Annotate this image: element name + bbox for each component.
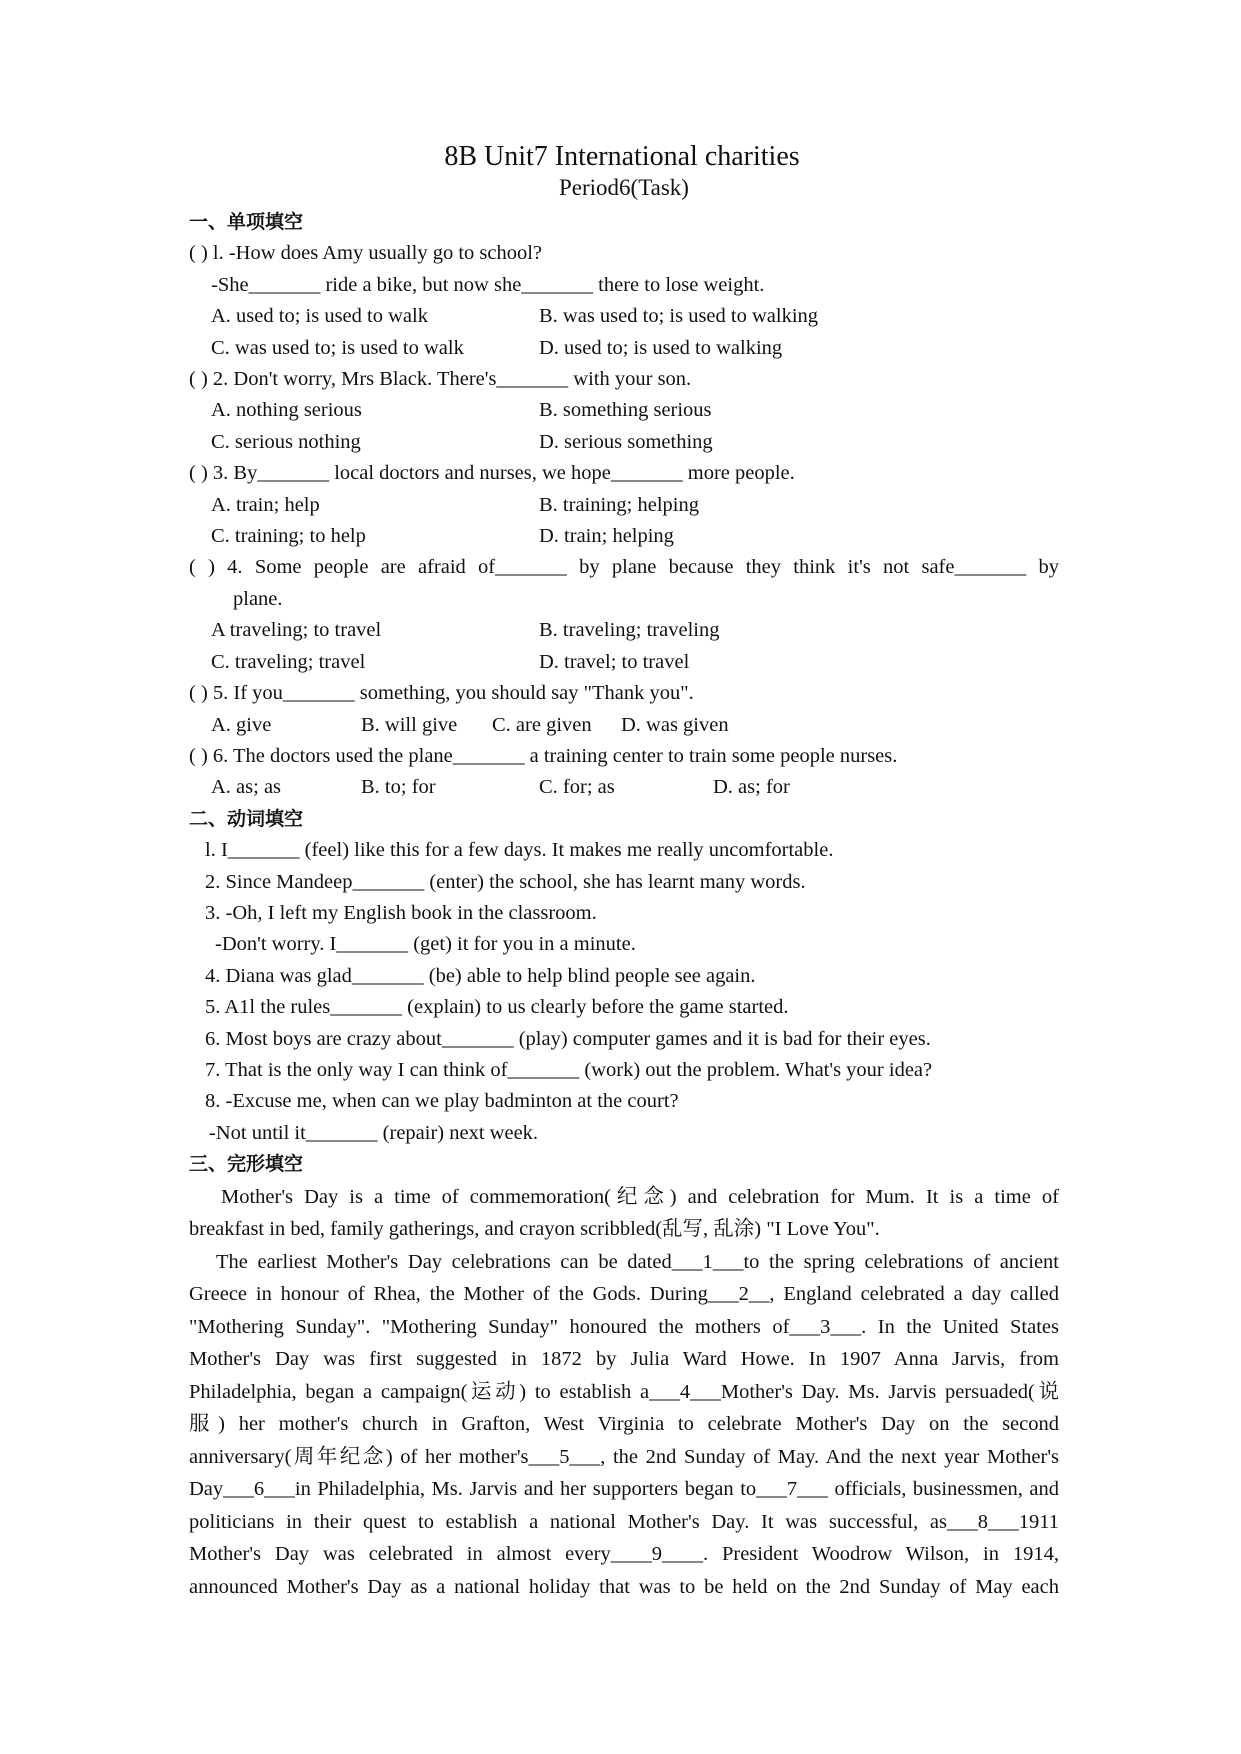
verb-item-3-reply: -Don't worry. I_______ (get) it for you in a minute. xyxy=(215,933,636,956)
question-1-options-row2 xyxy=(189,333,1059,364)
cloze-paragraph-1 xyxy=(189,1181,1059,1246)
cloze-p2-line: politicians in their quest to establish a national Mother's Day. It was successful, as___8___1911 xyxy=(189,1510,1059,1533)
section-heading-verb-fill: 二、动词填空 xyxy=(189,807,304,830)
cloze-p2-line: The earliest Mother's Day celebrations can be dated___1___to the spring celebrations of ancient xyxy=(216,1250,1059,1273)
question-3-stem: ( ) 3. By_______ local doctors and nurses, we hope_______ more people. xyxy=(189,462,795,485)
page-subtitle: Period6(Task) xyxy=(559,175,689,200)
option-b: B. something serious xyxy=(539,399,712,422)
section-heading-cloze: 三、完形填空 xyxy=(189,1153,304,1176)
option-a: A. as; as xyxy=(211,776,282,799)
option-a: A. used to; is used to walk xyxy=(211,305,428,328)
option-d: D. as; for xyxy=(713,776,790,799)
option-a: A traveling; to travel xyxy=(211,619,382,642)
option-a: A. nothing serious xyxy=(211,399,362,422)
option-d: D. was given xyxy=(621,713,729,736)
question-4-options-row2 xyxy=(189,647,1059,678)
question-6-stem: ( ) 6. The doctors used the plane_______ a training center to train some people nurses. xyxy=(189,744,898,767)
option-c: C. training; to help xyxy=(211,525,366,548)
question-1-stem-continued: -She_______ ride a bike, but now she_______ there to lose weight. xyxy=(211,273,765,296)
question-4-options-row1 xyxy=(189,615,1059,646)
option-c: C. for; as xyxy=(539,776,615,799)
cloze-p2-line: anniversary(周年纪念) of her mother's___5___, the 2nd Sunday of May. And the next year Mother's xyxy=(189,1445,1059,1468)
verb-item-6: 6. Most boys are crazy about_______ (play) computer games and it is bad for their eyes. xyxy=(205,1027,931,1050)
worksheet-page xyxy=(189,140,1059,1603)
verb-item-8-reply: -Not until it_______ (repair) next week. xyxy=(209,1121,539,1144)
option-c: C. are given xyxy=(492,713,592,736)
option-c: C. traveling; travel xyxy=(211,650,366,673)
option-c: C. serious nothing xyxy=(211,430,361,453)
question-3-options-row1 xyxy=(189,490,1059,521)
option-a: A. train; help xyxy=(211,493,320,516)
page-title: 8B Unit7 International charities xyxy=(444,141,800,172)
option-b: B. to; for xyxy=(361,776,436,799)
cloze-paragraph-2 xyxy=(189,1246,1059,1604)
verb-item-4: 4. Diana was glad_______ (be) able to help blind people see again. xyxy=(205,964,756,987)
option-d: D. train; helping xyxy=(539,525,674,548)
question-5-options xyxy=(189,710,1059,741)
verb-item-1: l. I_______ (feel) like this for a few days. It makes me really uncomfortable. xyxy=(205,839,834,862)
option-b: B. training; helping xyxy=(539,493,699,516)
question-1-stem: ( ) l. -How does Amy usually go to school? xyxy=(189,242,543,265)
question-4-stem: ( ) 4. Some people are afraid of_______ by plane because they think it's not safe_______ by xyxy=(189,556,1059,579)
verb-item-7: 7. That is the only way I can think of_______ (work) out the problem. What's your idea? xyxy=(205,1058,933,1081)
cloze-p1-line: breakfast in bed, family gatherings, and crayon scribbled(乱写, 乱涂) "I Love You". xyxy=(189,1218,880,1241)
cloze-p2-line: Greece in honour of Rhea, the Mother of the Gods. During___2__, England celebrated a day called xyxy=(189,1283,1059,1306)
verb-item-3: 3. -Oh, I left my English book in the classroom. xyxy=(205,901,597,924)
question-4-stem-continued: plane. xyxy=(233,587,283,610)
question-5-stem: ( ) 5. If you_______ something, you should say "Thank you". xyxy=(189,682,694,705)
section-heading-multiple-choice: 一、单项填空 xyxy=(189,211,304,233)
cloze-p2-line: Mother's Day was celebrated in almost every____9____. President Woodrow Wilson, in 1914, xyxy=(189,1543,1059,1566)
question-2-options-row2 xyxy=(189,427,1059,458)
cloze-p2-line: announced Mother's Day as a national holiday that was to be held on the 2nd Sunday of May each xyxy=(189,1575,1059,1598)
cloze-p2-line: 服) her mother's church in Grafton, West Virginia to celebrate Mother's Day on the second xyxy=(189,1413,1059,1436)
option-d: D. serious something xyxy=(539,430,713,453)
cloze-p2-line: "Mothering Sunday". "Mothering Sunday" honoured the mothers of___3___. In the United States xyxy=(189,1315,1059,1338)
option-a: A. give xyxy=(211,713,272,736)
option-d: D. used to; is used to walking xyxy=(539,336,783,359)
cloze-p2-line: Day___6___in Philadelphia, Ms. Jarvis and her supporters began to___7___ officials, businessmen, and xyxy=(189,1478,1059,1501)
question-1-options-row1 xyxy=(189,301,1059,332)
verb-item-2: 2. Since Mandeep_______ (enter) the school, she has learnt many words. xyxy=(205,870,806,893)
cloze-p2-line: Mother's Day was first suggested in 1872 by Julia Ward Howe. In 1907 Anna Jarvis, from xyxy=(189,1348,1059,1371)
verb-item-5: 5. A1l the rules_______ (explain) to us clearly before the game started. xyxy=(205,996,789,1019)
question-2-stem: ( ) 2. Don't worry, Mrs Black. There's_______ with your son. xyxy=(189,368,692,391)
option-b: B. was used to; is used to walking xyxy=(539,305,819,328)
cloze-p1-line: Mother's Day is a time of commemoration(纪念) and celebration for Mum. It is a time of xyxy=(221,1185,1059,1208)
option-d: D. travel; to travel xyxy=(539,650,690,673)
verb-item-8: 8. -Excuse me, when can we play badminton at the court? xyxy=(205,1090,679,1113)
option-c: C. was used to; is used to walk xyxy=(211,336,464,359)
option-b: B. will give xyxy=(361,713,458,736)
option-b: B. traveling; traveling xyxy=(539,619,720,642)
question-6-options xyxy=(189,772,1059,803)
cloze-p2-line: Philadelphia, began a campaign(运动) to establish a___4___Mother's Day. Ms. Jarvis persuaded(说 xyxy=(189,1380,1059,1403)
question-2-options-row1 xyxy=(189,395,1059,426)
question-3-options-row2 xyxy=(189,521,1059,552)
